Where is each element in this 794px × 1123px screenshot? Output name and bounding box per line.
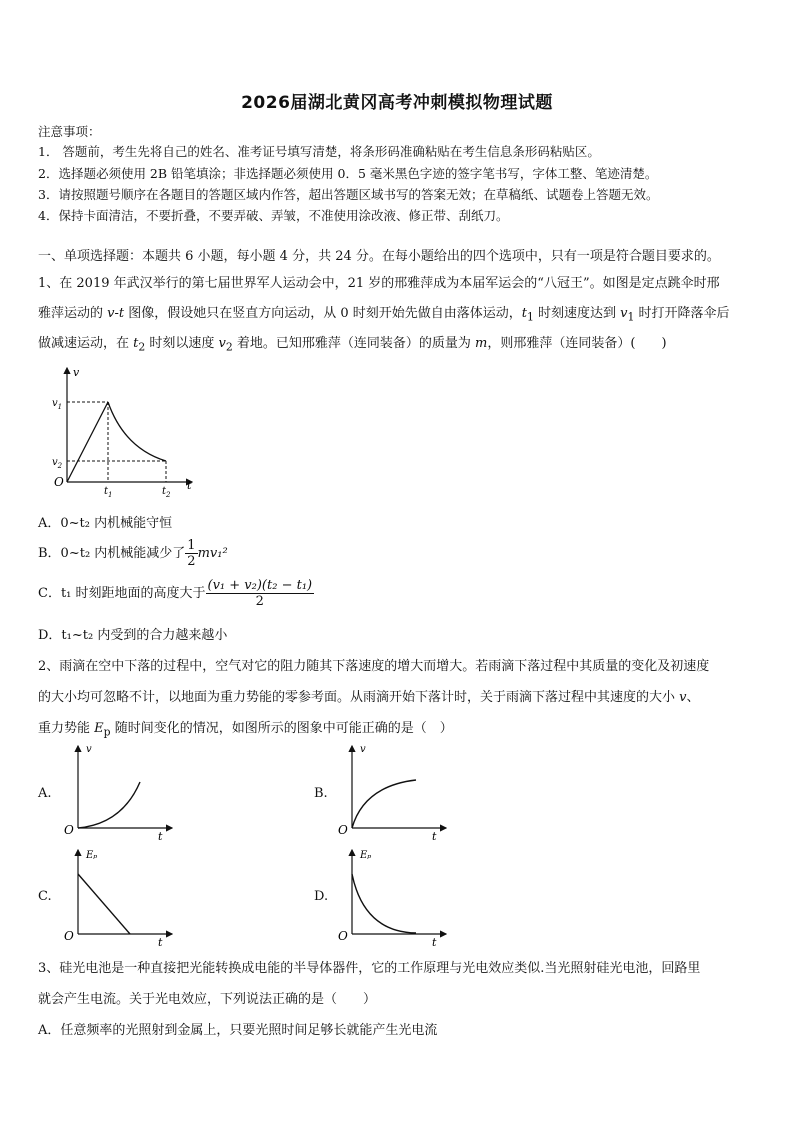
q2-text: 随时间变化的情况，如图所示的图象中可能正确的是（ ） bbox=[110, 721, 453, 736]
q1-text: 雅萍运动的 bbox=[38, 306, 108, 321]
origin-label: O bbox=[54, 475, 64, 489]
q1-v1-sub: 1 bbox=[627, 310, 635, 324]
curve bbox=[352, 780, 416, 828]
x-label: t bbox=[158, 830, 163, 840]
q2-ep-sub: p bbox=[103, 725, 111, 739]
x-label: t bbox=[432, 936, 437, 948]
q3-line-1: 3、硅光电池是一种直接把光能转换成电能的半导体器件，它的工作原理与光电效应类似.当光照射硅光电池，回路里 bbox=[38, 961, 701, 976]
q1-b-num: 1 bbox=[187, 538, 196, 553]
q1-option-a: A．0~t₂ 内机械能守恒 bbox=[38, 516, 173, 531]
notice-item-1: 1． 答题前，考生先将自己的姓名、准考证号填写清楚，将条形码准确粘贴在考生信息条形码粘贴区。 bbox=[38, 144, 600, 159]
q1-b-expr: mv₁² bbox=[197, 546, 228, 561]
q2-v: v bbox=[679, 690, 687, 705]
notice-item-3: 3．请按照题号顺序在各题目的答题区域内作答，超出答题区域书写的答案无效；在草稿纸、试题卷上答题无效。 bbox=[38, 187, 659, 202]
y-label: Eₚ bbox=[360, 850, 372, 861]
q1-m: m bbox=[475, 336, 488, 351]
q1-line-2 bbox=[38, 302, 730, 324]
q1-line-1: 1、在 2019 年武汉举行的第七届世界军人运动会中，21 岁的邢雅萍成为本届军运会的“八冠王”。如图是定点跳伞时邢 bbox=[38, 276, 720, 291]
axis-v-label: v bbox=[73, 366, 80, 379]
q1-option-b bbox=[38, 538, 228, 569]
accel-line bbox=[67, 402, 108, 482]
curve bbox=[352, 874, 416, 933]
q1-t2: t bbox=[133, 336, 139, 351]
q1-text: 做减速运动，在 bbox=[38, 336, 134, 351]
q2-graph-a-label: A. bbox=[38, 786, 52, 801]
y-label: Eₚ bbox=[86, 850, 98, 861]
y-label: v bbox=[86, 744, 92, 755]
q1-t1: t bbox=[521, 306, 528, 321]
q1-c-num: (v₁ + v₂)(t₂ − t₁) bbox=[207, 578, 313, 593]
line bbox=[78, 874, 130, 934]
v1-label: $v_1$ bbox=[52, 398, 63, 411]
q1-text: ，则邢雅萍（连同装备）( ) bbox=[487, 336, 667, 351]
q1-text: 着地。已知邢雅萍（连同装备）的质量为 bbox=[232, 336, 476, 351]
origin-label: O bbox=[64, 823, 74, 837]
q1-t2-sub: 2 bbox=[138, 340, 146, 354]
q1-text: 图像，假设她只在竖直方向运动，从 0 时刻开始先做自由落体运动， bbox=[124, 306, 522, 321]
curve bbox=[78, 782, 140, 828]
q1-line-3 bbox=[38, 332, 667, 354]
q2-graph-d bbox=[334, 844, 454, 948]
q1-vt: v-t bbox=[107, 306, 125, 321]
y-label: v bbox=[360, 744, 366, 755]
notice-item-4: 4．保持卡面清洁，不要折叠，不要弄破、弄皱，不准使用涂改液、修正带、刮纸刀。 bbox=[38, 208, 509, 223]
q1-t1-sub: 1 bbox=[527, 310, 534, 324]
q1-c-den: 2 bbox=[255, 594, 264, 609]
origin-label: O bbox=[338, 929, 348, 943]
q2-text: 的大小均可忽略不计，以地面为重力势能的零参考面。从雨滴开始下落计时，关于雨滴下落过程中其速度的大小 bbox=[38, 690, 680, 705]
notice-item-2: 2．选择题必须使用 2B 铅笔填涂；非选择题必须使用 0．5 毫米黑色字迹的签字笔书写，字体工整、笔迹清楚。 bbox=[38, 166, 658, 181]
notice-heading: 注意事项： bbox=[38, 124, 101, 139]
q2-graph-c-label: C. bbox=[38, 889, 52, 904]
x-label: t bbox=[158, 936, 163, 948]
q2-text: 、 bbox=[686, 690, 700, 705]
q1-text: 时打开降落伞后 bbox=[634, 306, 730, 321]
q1-vt-graph bbox=[42, 362, 202, 500]
origin-label: O bbox=[338, 823, 348, 837]
q1-b-den: 2 bbox=[187, 554, 196, 569]
q2-ep: E bbox=[94, 721, 104, 736]
t2-label: $t_2$ bbox=[162, 486, 171, 499]
q2-text: 重力势能 bbox=[38, 721, 95, 736]
q1-v1: v bbox=[620, 306, 628, 321]
decel-curve bbox=[108, 402, 166, 461]
v2-label: $v_2$ bbox=[52, 457, 63, 470]
q2-graph-b-label: B. bbox=[314, 786, 328, 801]
q1-text: 时刻速度达到 bbox=[533, 306, 621, 321]
q2-graph-d-label: D. bbox=[314, 889, 329, 904]
q1-option-c bbox=[38, 578, 314, 609]
t1-label: $t_1$ bbox=[104, 486, 113, 499]
q2-graph-b bbox=[334, 740, 454, 840]
q3-line-2: 就会产生电流。关于光电效应，下列说法正确的是（ ） bbox=[38, 992, 377, 1007]
q1-text: 时刻以速度 bbox=[145, 336, 219, 351]
axis-t-label: t bbox=[187, 479, 192, 492]
q1-v2: v bbox=[218, 336, 226, 351]
q1-option-d: D．t₁~t₂ 内受到的合力越来越小 bbox=[38, 628, 228, 643]
q3-option-a: A．任意频率的光照射到金属上，只要光照时间足够长就能产生光电流 bbox=[38, 1023, 438, 1038]
q2-graph-c bbox=[60, 844, 180, 948]
q1-b-text: B．0~t₂ 内机械能减少了 bbox=[38, 546, 186, 561]
q1-c-text: C．t₁ 时刻距地面的高度大于 bbox=[38, 586, 206, 601]
section-heading: 一、单项选择题：本题共 6 小题，每小题 4 分，共 24 分。在每小题给出的四个选项中，只有一项是符合题目要求的。 bbox=[38, 249, 720, 264]
q2-line-1: 2、雨滴在空中下落的过程中，空气对它的阻力随其下落速度的增大而增大。若雨滴下落过程中其质量的变化及初速度 bbox=[38, 659, 710, 674]
origin-label: O bbox=[64, 929, 74, 943]
q1-v2-sub: 2 bbox=[225, 340, 233, 354]
x-label: t bbox=[432, 830, 437, 840]
q2-line-3 bbox=[38, 717, 453, 739]
page-title: 2026届湖北黄冈高考冲刺模拟物理试题 bbox=[241, 93, 553, 113]
q2-graph-a bbox=[60, 740, 180, 840]
q2-line-2 bbox=[38, 686, 700, 705]
